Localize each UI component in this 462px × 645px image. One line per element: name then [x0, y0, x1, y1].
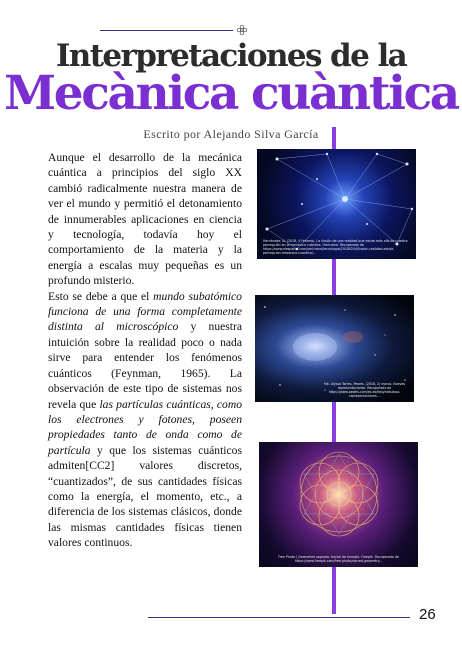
image-1-caption: Hernández, N. (2018, 4 Febrero). La ilusión de una realidad que existe más allá de nuestra percepción en la mecánica cuántica. Omicrono. Recuperado de https://www.elespanol.com/omicrono/tecnologia/20180204/ilusion-realidad-existe-percepcion-mecanica-cuantica/... — [263, 239, 408, 255]
title-line-2: Mecànica cuàntica — [4, 66, 458, 121]
paragraph-2-text-b: y nuestra intuición sobre la realidad poco o nada sirve para entender los fenómenos cuánticos (Feynman, 1965). La observación de este tipo de sistemas nos revela que — [48, 320, 242, 411]
paragraph-2-italic-b: las partículas cuánticas, como los electrones y fotones, poseen propiedades tanto de onda como de partícula — [48, 397, 242, 457]
paragraph-1: Aunque el desarrollo de la mecánica cuántica a principios del siglo XX cambió radicalmente nuestra manera de ver el mundo y permitió el detonamiento de innumerables aplicaciones en ciencia y tecnología, todavía hoy el comportamiento de la materia y la energía a escalas muy pequeñas es un profundo misterio. — [48, 151, 242, 288]
top-rule — [100, 30, 233, 31]
quantum-network-image — [257, 149, 416, 259]
paragraph-2-text-a: Esto se debe a que el — [48, 289, 154, 303]
paragraph-2 — [48, 289, 242, 551]
image-3-caption: Free Photo | Geometría sagrada, fractal de energía. Freepik. Recuperado de https://www.freepik.com/free-photo/sacred-geometry... — [278, 555, 399, 563]
title-line-1: Interpretaciones de la — [55, 38, 407, 74]
vertical-bar-top — [332, 127, 336, 150]
footer-rule — [148, 617, 410, 618]
vertical-bar-mid2 — [332, 402, 336, 442]
article-body — [48, 150, 242, 551]
vertical-bar-mid1 — [332, 259, 336, 295]
flower-ornament-icon — [236, 24, 248, 36]
paragraph-2-italic-a: mundo subatómico funciona de una forma completamente distinta al microscópico — [48, 289, 242, 334]
paragraph-2-text-c: y que los sistemas cuánticos admiten[CC2] valores discretos, “cuantizados”, de sus cantidades físicas como la energía, el momento, etc., a diferencia de los sistemas clásicos, donde las mismas cantidades físicas tienen valores continuos. — [48, 443, 242, 550]
image-2-caption: Fot. Alyssa Torres, Pexels. (2018, 2) marzo. Nuevas representaciones. Recuperado de https://www.pexels.com/es-es/foto/nebulosa-representaciones... — [323, 382, 406, 398]
author-byline: Escrito por Alejando Silva García — [143, 127, 319, 141]
page-number: 26 — [419, 606, 436, 623]
nebula-image — [255, 295, 414, 402]
fractal-image — [259, 442, 418, 567]
vertical-bar-bottom — [332, 567, 336, 614]
geometry-pattern — [259, 442, 418, 567]
